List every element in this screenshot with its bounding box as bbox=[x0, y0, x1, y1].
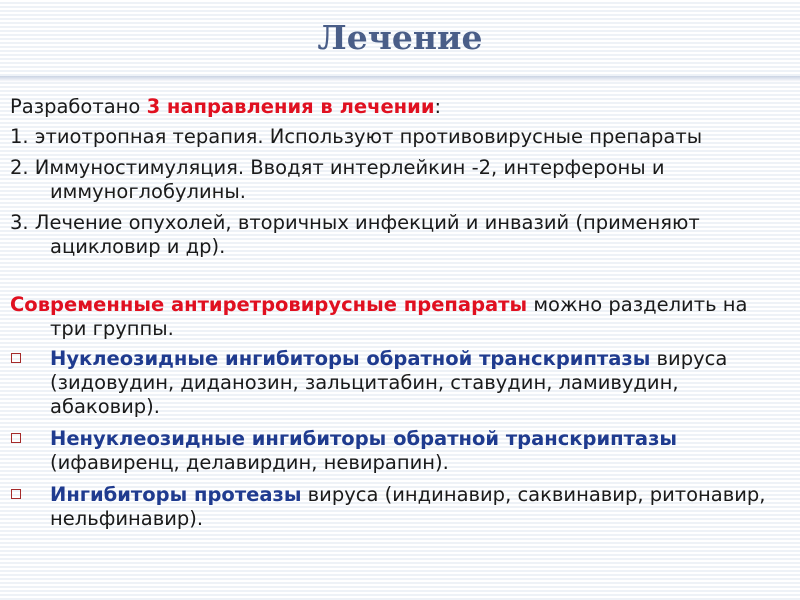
drug-group-name: Ненуклеозидные ингибиторы обратной транскриптазы bbox=[50, 427, 678, 450]
treatment-item-tumors: 3. Лечение опухолей, вторичных инфекций и инвазий (применяют ацикловир и др). bbox=[10, 211, 700, 258]
treatment-item-etiotropic: 1. этиотропная терапия. Используют противовирусные препараты bbox=[10, 125, 703, 148]
drug-group-nrti bbox=[10, 347, 788, 419]
section-spacer bbox=[10, 266, 788, 293]
drug-group-nnrti bbox=[10, 427, 788, 475]
title-divider bbox=[0, 76, 800, 82]
drug-group-details: вируса (индинавир, саквинавир, ритонавир, нельфинавир). bbox=[50, 483, 766, 530]
modern-drugs-intro bbox=[10, 293, 788, 341]
hollow-square-bullet-icon bbox=[11, 353, 21, 363]
drug-group-details: (ифавиренц, делавирдин, невирапин). bbox=[50, 451, 449, 474]
modern-drugs-highlight: Современные антиретровирусные препараты bbox=[10, 293, 528, 316]
intro-highlight: 3 направления в лечении bbox=[146, 95, 435, 118]
treatment-item-immunostimulation: 2. Иммуностимуляция. Вводят интерлейкин -2, интерфероны и иммуноглобулины. bbox=[10, 156, 665, 203]
hollow-square-bullet-icon bbox=[11, 433, 21, 443]
slide-content bbox=[10, 95, 788, 539]
drug-group-details: вируса (зидовудин, диданозин, зальцитабин, ставудин, ламивудин, абаковир). bbox=[50, 347, 728, 418]
hollow-square-bullet-icon bbox=[11, 489, 21, 499]
intro-prefix: Разработано bbox=[10, 95, 147, 118]
modern-drugs-rest: можно разделить на три группы. bbox=[50, 293, 748, 340]
intro-suffix: : bbox=[434, 95, 442, 118]
drug-groups-list bbox=[10, 347, 788, 531]
drug-group-protease bbox=[10, 483, 788, 531]
drug-group-name: Нуклеозидные ингибиторы обратной транскриптазы bbox=[50, 347, 651, 370]
intro-line bbox=[10, 95, 788, 119]
slide-title: Лечение bbox=[317, 18, 483, 57]
drug-group-name: Ингибиторы протеазы bbox=[50, 483, 302, 506]
